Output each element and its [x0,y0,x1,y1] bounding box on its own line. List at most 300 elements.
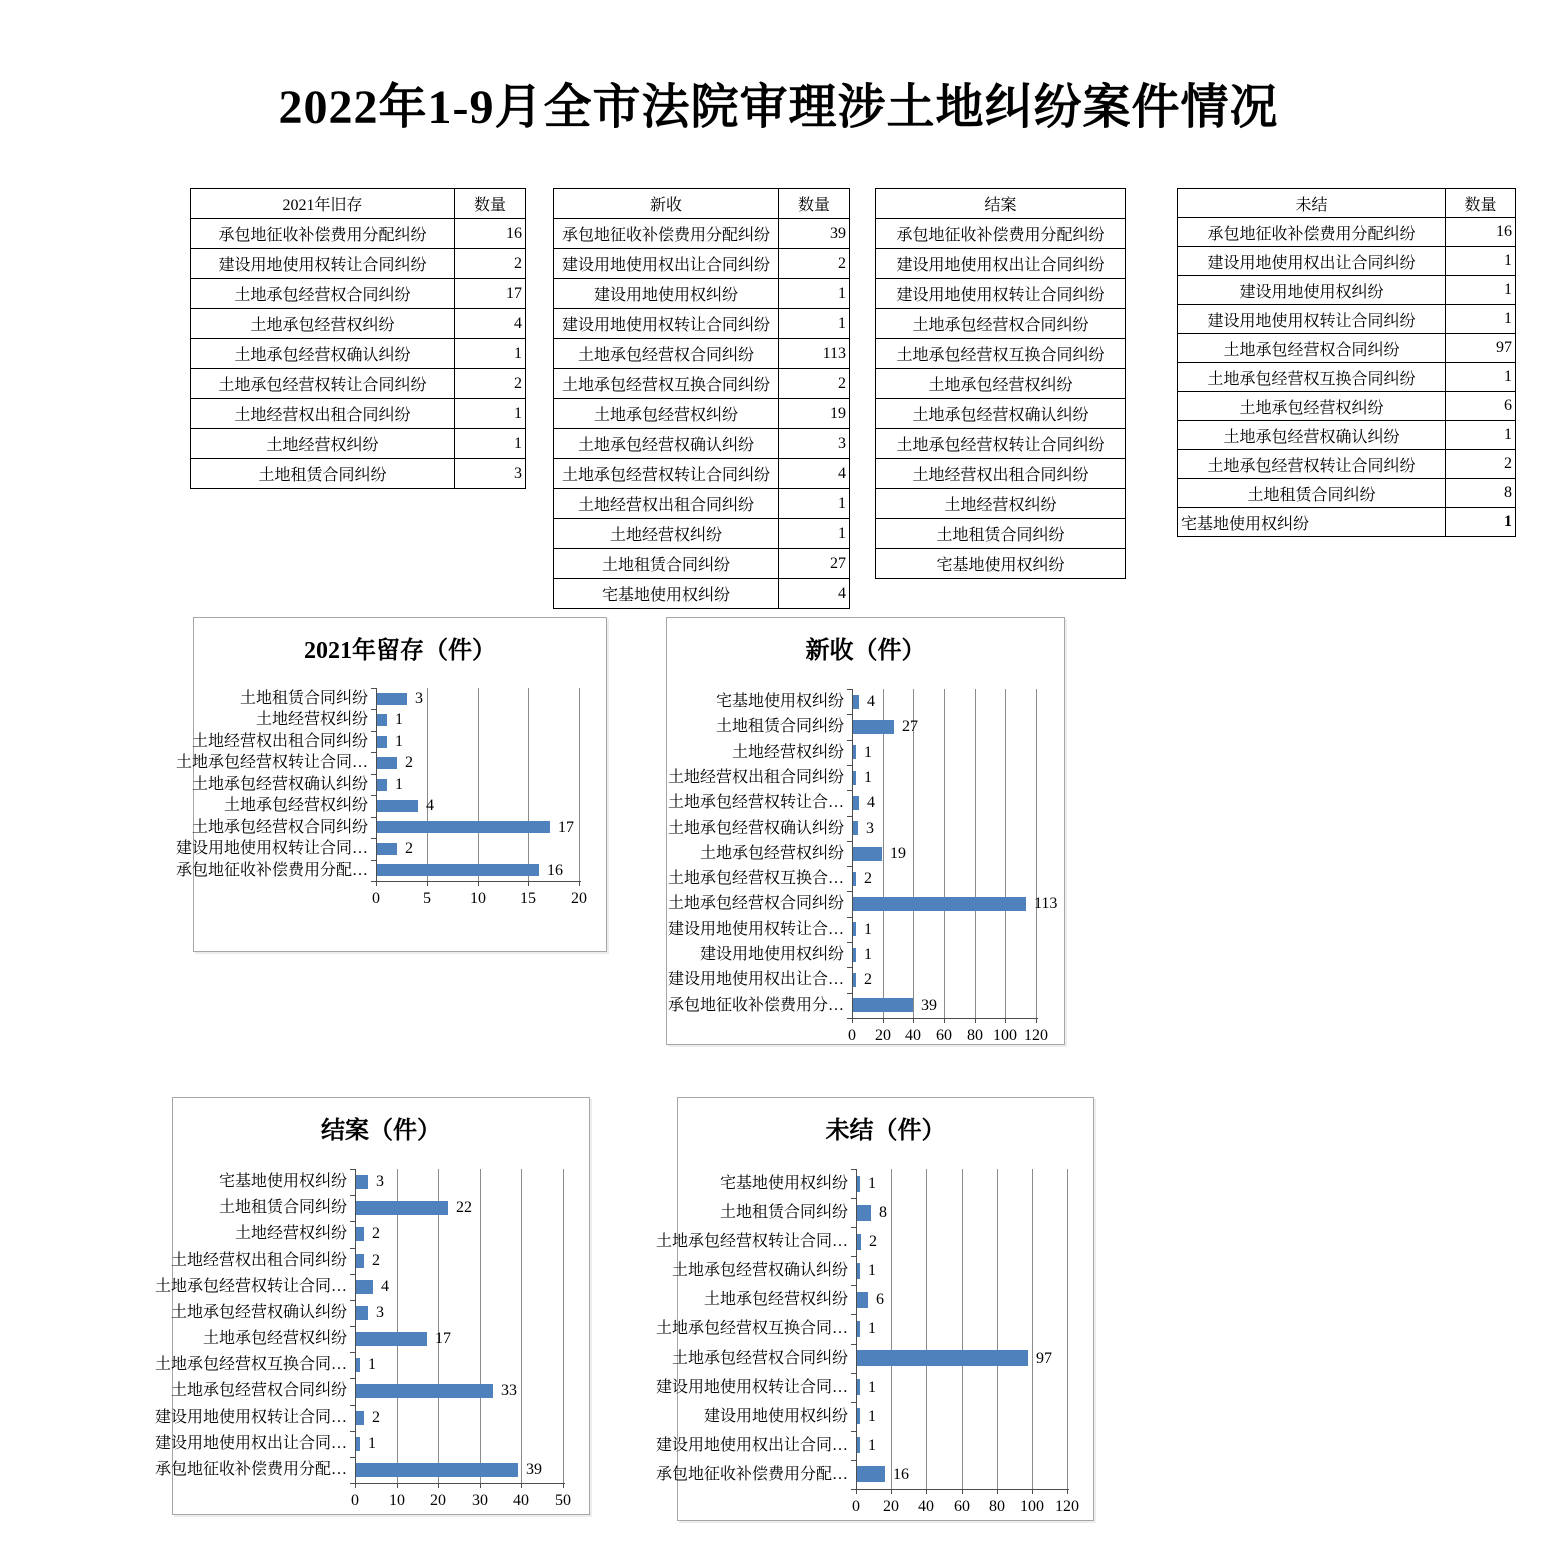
count-cell: 1 [779,279,850,309]
table-row [1178,334,1516,363]
gridline [1067,1169,1068,1489]
case-type-cell: 建设用地使用权纠纷 [1178,276,1446,305]
category-tick [350,1248,355,1249]
count-cell: 27 [779,549,850,579]
value-label: 2 [372,1409,380,1426]
bar [356,1358,360,1372]
gridline [478,688,479,881]
category-tick [847,689,852,690]
value-label: 1 [868,1437,876,1454]
category-label: 土地承包经营权确认纠纷 [671,1262,848,1279]
gridline [397,1169,398,1483]
category-label: 承包地征收补偿费用分… [667,997,844,1014]
table-header-cell: 未结 [1178,189,1446,218]
table-row [554,489,850,519]
value-label: 22 [456,1199,472,1216]
table-row [1178,305,1516,334]
bar [377,779,387,791]
x-axis-tick-label: 0 [848,1027,856,1044]
value-label: 2 [869,1233,877,1250]
bar [857,1176,860,1192]
bar [853,720,894,734]
value-label: 16 [547,862,563,879]
case-type-cell: 土地经营权出租合同纠纷 [554,489,779,519]
bar [857,1205,871,1221]
category-tick [350,1169,355,1170]
case-type-cell: 土地承包经营权合同纠纷 [191,279,455,309]
value-label: 2 [372,1225,380,1242]
category-label: 土地租赁合同纠纷 [218,1199,347,1216]
table-row [191,459,526,489]
value-label: 17 [558,819,574,836]
qty-header-cell: 数量 [779,189,850,219]
value-label: 6 [876,1291,884,1308]
value-label: 1 [395,776,403,793]
table-closed-cases [875,188,1126,579]
x-axis-tick-label: 10 [470,890,486,907]
category-tick [851,1169,856,1170]
category-label: 土地承包经营权互换合同… [154,1356,347,1373]
category-label: 土地经营权出租合同纠纷 [170,1252,347,1269]
case-type-cell: 土地租赁合同纠纷 [191,459,455,489]
count-cell: 1 [455,399,526,429]
category-label: 土地承包经营权纠纷 [202,1330,347,1347]
value-label: 3 [376,1304,384,1321]
count-cell: 2 [455,369,526,399]
count-cell: 3 [779,429,850,459]
category-label: 土地承包经营权转让合同… [154,1278,347,1295]
category-label: 土地承包经营权转让合… [667,794,844,811]
bar [377,736,387,748]
bar [853,821,858,835]
value-label: 1 [864,921,872,938]
x-axis-tick-label: 80 [967,1027,983,1044]
x-axis-tick-label: 120 [1024,1027,1048,1044]
table-row [554,369,850,399]
count-cell: 3 [455,459,526,489]
case-type-cell: 建设用地使用权转让合同纠纷 [1178,305,1446,334]
chart-closed-cases [154,1097,590,1515]
bar [356,1411,364,1425]
bar [857,1379,860,1395]
table-row [876,249,1126,279]
case-type-cell: 土地承包经营权转让合同纠纷 [191,369,455,399]
table-row [554,429,850,459]
table-row [554,579,850,609]
table-row [191,309,526,339]
category-label: 土地承包经营权转让合同… [175,754,368,771]
category-tick [847,765,852,766]
bar [857,1292,868,1308]
category-label: 承包地征收补偿费用分配… [154,1461,347,1478]
case-type-cell: 土地承包经营权互换合同纠纷 [1178,363,1446,392]
table-row [1178,479,1516,508]
case-type-cell: 承包地征收补偿费用分配纠纷 [554,219,779,249]
x-axis-line [852,1018,1038,1019]
category-label: 土地承包经营权纠纷 [223,797,368,814]
category-tick [350,1326,355,1327]
category-label: 建设用地使用权转让合同… [154,1409,347,1426]
case-type-cell: 建设用地使用权转让合同纠纷 [876,279,1126,309]
category-tick [371,731,376,732]
bar [356,1384,493,1398]
value-label: 3 [376,1173,384,1190]
x-axis-tick-label: 50 [555,1492,571,1509]
chart-title: 结案（件） [321,1118,441,1144]
category-tick [851,1489,856,1490]
gridline [891,1169,892,1489]
case-type-cell: 承包地征收补偿费用分配纠纷 [191,219,455,249]
table-header-row [554,189,850,219]
case-type-cell: 宅基地使用权纠纷 [554,579,779,609]
x-axis-tick-label: 0 [852,1498,860,1515]
category-tick [847,1018,852,1019]
value-label: 39 [526,1461,542,1478]
table-row [191,279,526,309]
case-type-cell: 土地承包经营权合同纠纷 [876,309,1126,339]
bar [356,1227,364,1241]
case-type-cell: 土地承包经营权转让合同纠纷 [876,429,1126,459]
x-axis-tick-label: 120 [1055,1498,1079,1515]
value-label: 1 [868,1262,876,1279]
category-tick [371,688,376,689]
value-label: 2 [372,1252,380,1269]
count-cell: 113 [779,339,850,369]
case-type-cell: 土地经营权纠纷 [191,429,455,459]
count-cell: 16 [1446,218,1516,247]
x-axis-tick-label: 100 [1020,1498,1044,1515]
chart-2021-carryover [175,617,607,952]
gridline [926,1169,927,1489]
value-label: 8 [879,1204,887,1221]
x-axis-line [376,881,581,882]
category-tick [371,881,376,882]
category-label: 土地承包经营权互换合… [667,870,844,887]
category-label: 土地承包经营权确认纠纷 [170,1304,347,1321]
value-label: 3 [415,690,423,707]
category-tick [847,790,852,791]
table-row [554,459,850,489]
table-header-row [876,189,1126,219]
category-label: 承包地征收补偿费用分配… [175,862,368,879]
category-tick [847,866,852,867]
value-label: 1 [395,711,403,728]
category-tick [851,1256,856,1257]
value-label: 39 [921,997,937,1014]
value-label: 4 [381,1278,389,1295]
bar [377,800,418,812]
case-type-cell: 土地经营权出租合同纠纷 [876,459,1126,489]
bar [377,864,539,876]
table-row [191,429,526,459]
gridline [1005,689,1006,1018]
category-label: 宅基地使用权纠纷 [218,1173,347,1190]
table-row [876,339,1126,369]
category-tick [847,967,852,968]
category-tick [371,709,376,710]
value-label: 17 [435,1330,451,1347]
case-type-cell: 建设用地使用权出让合同纠纷 [876,249,1126,279]
bar [356,1306,368,1320]
bar [356,1332,427,1346]
count-cell: 16 [455,219,526,249]
count-cell: 97 [1446,334,1516,363]
value-label: 2 [864,971,872,988]
category-label: 建设用地使用权转让合同… [655,1379,848,1396]
table-row [876,489,1126,519]
table-row [876,309,1126,339]
category-label: 土地承包经营权合同纠纷 [667,895,844,912]
count-cell: 1 [1446,508,1516,537]
category-tick [350,1483,355,1484]
category-tick [350,1195,355,1196]
category-tick [851,1227,856,1228]
gridline [427,688,428,881]
x-axis-tick-label: 30 [472,1492,488,1509]
count-cell: 4 [455,309,526,339]
category-tick [350,1352,355,1353]
table-new-cases [553,188,850,609]
category-label: 建设用地使用权转让合同… [175,840,368,857]
case-type-cell: 土地承包经营权转让合同纠纷 [1178,450,1446,479]
table-row [191,369,526,399]
table-2021-carryover [190,188,526,489]
value-label: 113 [1034,895,1058,912]
category-tick [847,740,852,741]
gridline [1032,1169,1033,1489]
value-label: 1 [368,1435,376,1452]
category-label: 宅基地使用权纠纷 [715,693,844,710]
case-type-cell: 建设用地使用权出让合同纠纷 [554,249,779,279]
value-label: 1 [395,733,403,750]
x-axis-tick-label: 0 [372,890,380,907]
category-tick [851,1314,856,1315]
category-tick [350,1431,355,1432]
category-tick [350,1378,355,1379]
table-row [876,399,1126,429]
count-cell: 1 [455,339,526,369]
category-label: 土地租赁合同纠纷 [239,690,368,707]
case-type-cell: 土地承包经营权确认纠纷 [1178,421,1446,450]
table-row [876,279,1126,309]
category-tick [847,714,852,715]
count-cell: 1 [455,429,526,459]
category-tick [851,1431,856,1432]
bar [857,1466,885,1482]
x-axis-tick-label: 20 [571,890,587,907]
category-label: 土地经营权出租合同纠纷 [191,733,368,750]
table-header-cell: 结案 [876,189,1126,219]
category-tick [851,1373,856,1374]
table-row [554,279,850,309]
value-label: 1 [368,1356,376,1373]
x-axis-line [355,1483,565,1484]
category-tick [851,1344,856,1345]
x-axis-tick-label: 80 [989,1498,1005,1515]
chart-title: 2021年留存（件） [304,638,496,664]
bar [857,1437,860,1453]
category-tick [350,1221,355,1222]
bar [356,1254,364,1268]
x-axis-tick-label: 100 [993,1027,1017,1044]
case-type-cell: 承包地征收补偿费用分配纠纷 [1178,218,1446,247]
table-row [554,309,850,339]
gridline [944,689,945,1018]
category-tick [350,1405,355,1406]
bar [377,714,387,726]
category-tick [851,1198,856,1199]
bar [853,922,856,936]
x-axis-tick-label: 60 [954,1498,970,1515]
table-row [191,249,526,279]
category-label: 土地承包经营权合同纠纷 [191,819,368,836]
case-type-cell: 建设用地使用权纠纷 [554,279,779,309]
value-label: 2 [864,870,872,887]
value-label: 1 [864,769,872,786]
gridline [563,1169,564,1483]
page-title: 2022年1-9月全市法院审理涉土地纠纷案件情况 [278,81,1279,134]
qty-header-cell: 数量 [1446,189,1516,218]
category-tick [851,1402,856,1403]
table-row [191,399,526,429]
category-label: 土地承包经营权确认纠纷 [191,776,368,793]
value-label: 3 [866,820,874,837]
count-cell: 6 [1446,392,1516,421]
case-type-cell: 土地承包经营权纠纷 [554,399,779,429]
x-axis-tick-label: 60 [936,1027,952,1044]
gridline [480,1169,481,1483]
category-tick [371,774,376,775]
case-type-cell: 土地承包经营权合同纠纷 [1178,334,1446,363]
count-cell: 1 [1446,247,1516,276]
bar [853,948,856,962]
table-row [554,219,850,249]
x-axis-tick-label: 0 [351,1492,359,1509]
value-label: 27 [902,718,918,735]
category-tick [371,795,376,796]
category-label: 土地承包经营权转让合同… [655,1233,848,1250]
category-label: 建设用地使用权出让合同… [655,1437,848,1454]
x-axis-tick-label: 10 [389,1492,405,1509]
value-label: 2 [405,754,413,771]
table-row [1178,276,1516,305]
table-header-row [191,189,526,219]
case-type-cell: 土地租赁合同纠纷 [876,519,1126,549]
category-label: 建设用地使用权出让合同… [154,1435,347,1452]
count-cell: 2 [779,249,850,279]
category-label: 土地承包经营权互换合同… [655,1320,848,1337]
value-label: 4 [867,693,875,710]
table-row [1178,247,1516,276]
category-label: 宅基地使用权纠纷 [719,1175,848,1192]
gridline [962,1169,963,1489]
category-tick [851,1285,856,1286]
bar [857,1321,860,1337]
table-row [876,459,1126,489]
category-label: 承包地征收补偿费用分配… [655,1466,848,1483]
case-type-cell: 土地承包经营权互换合同纠纷 [554,369,779,399]
table-row [876,429,1126,459]
category-tick [847,841,852,842]
value-label: 33 [501,1382,517,1399]
bar [356,1437,360,1451]
category-label: 土地承包经营权合同纠纷 [671,1350,848,1367]
bar [853,771,856,785]
count-cell: 4 [779,459,850,489]
bar [853,998,913,1012]
x-axis-tick-label: 5 [423,890,431,907]
value-label: 1 [868,1408,876,1425]
chart-pending-cases [655,1097,1094,1521]
category-label: 土地承包经营权合同纠纷 [170,1382,347,1399]
x-axis-tick-label: 20 [883,1498,899,1515]
bar [356,1201,448,1215]
case-type-cell: 土地经营权纠纷 [554,519,779,549]
value-label: 1 [868,1175,876,1192]
table-header-cell: 新收 [554,189,779,219]
bar [853,745,856,759]
count-cell: 39 [779,219,850,249]
category-tick [350,1274,355,1275]
count-cell: 2 [779,369,850,399]
gridline [975,689,976,1018]
case-type-cell: 土地承包经营权确认纠纷 [876,399,1126,429]
count-cell: 1 [1446,363,1516,392]
table-row [876,549,1126,579]
count-cell: 1 [1446,276,1516,305]
count-cell: 8 [1446,479,1516,508]
x-axis-tick-label: 20 [430,1492,446,1509]
gridline [883,689,884,1018]
table-row [1178,392,1516,421]
case-type-cell: 宅基地使用权纠纷 [876,549,1126,579]
value-label: 1 [868,1320,876,1337]
category-tick [847,816,852,817]
bar [356,1280,373,1294]
case-type-cell: 土地经营权纠纷 [876,489,1126,519]
category-tick [847,942,852,943]
count-cell: 4 [779,579,850,609]
gridline [521,1169,522,1483]
case-type-cell: 承包地征收补偿费用分配纠纷 [876,219,1126,249]
bar [857,1408,860,1424]
table-header-row [1178,189,1516,218]
count-cell: 1 [1446,421,1516,450]
gridline [1036,689,1037,1018]
category-tick [851,1460,856,1461]
bar [857,1350,1028,1366]
category-label: 建设用地使用权纠纷 [703,1408,848,1425]
bar [377,821,550,833]
value-label: 1 [864,744,872,761]
bar [853,695,859,709]
table-row [554,549,850,579]
case-type-cell: 土地承包经营权纠纷 [191,309,455,339]
bar [356,1463,518,1477]
count-cell: 1 [779,309,850,339]
gridline [997,1169,998,1489]
category-tick [847,917,852,918]
value-label: 4 [867,794,875,811]
table-row [876,219,1126,249]
x-axis-tick-label: 40 [918,1498,934,1515]
gridline [528,688,529,881]
bar [853,897,1026,911]
count-cell: 17 [455,279,526,309]
table-row [1178,450,1516,479]
category-label: 土地经营权纠纷 [234,1225,347,1242]
category-tick [350,1300,355,1301]
